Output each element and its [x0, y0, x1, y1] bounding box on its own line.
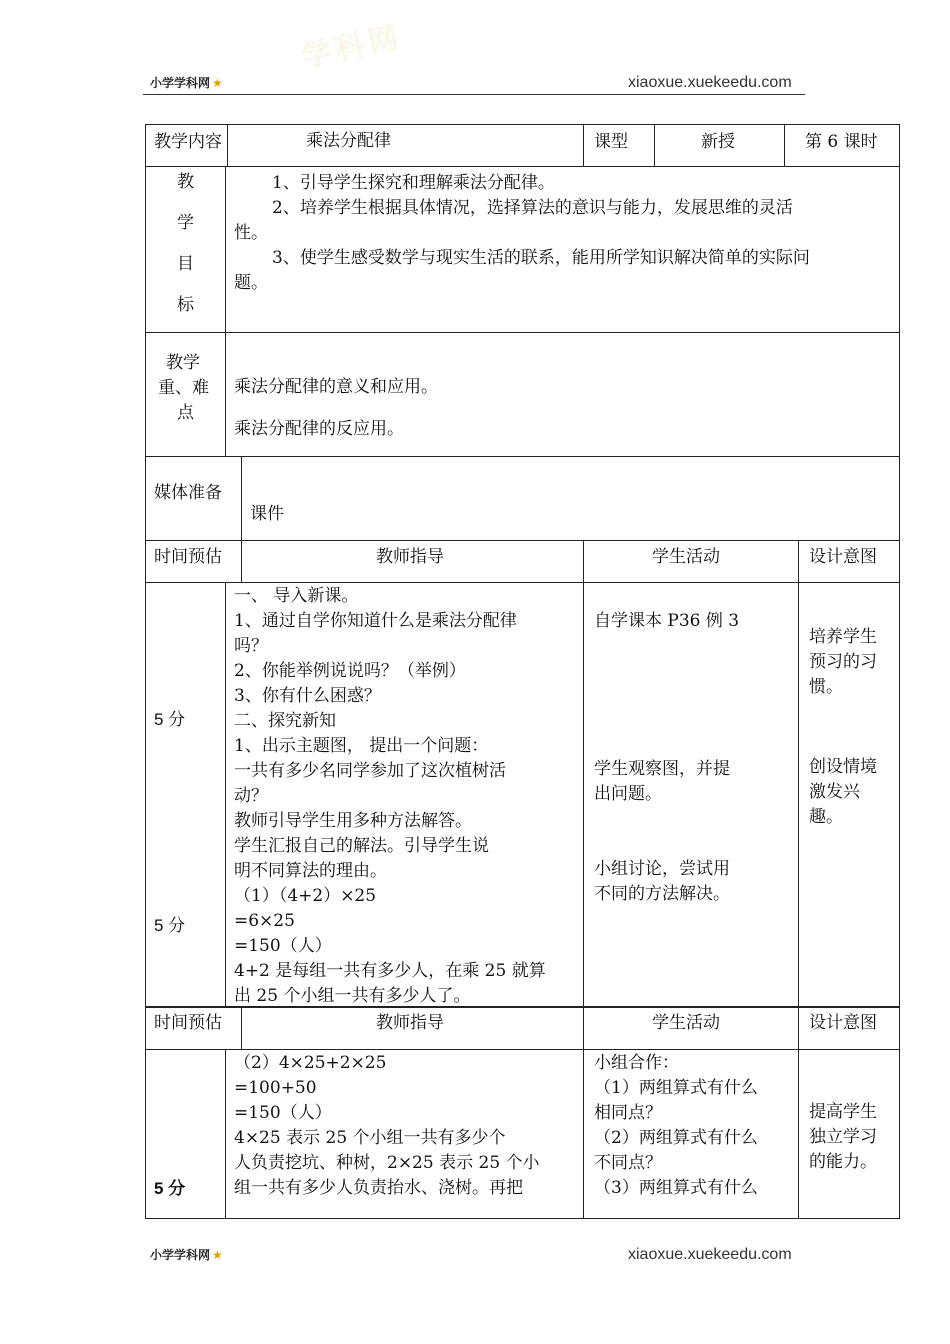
intent-line: 预习的习: [809, 652, 877, 672]
intent-line: 惯。: [809, 677, 843, 697]
media-label-cell: [146, 457, 242, 540]
goal-line: 性。: [234, 223, 268, 243]
key-points-label-cell: [146, 333, 226, 456]
teacher-line: 一共有多少名同学参加了这次植树活: [234, 761, 506, 781]
lesson-no: 第 6 课时: [805, 132, 878, 152]
intent-line: 趣。: [809, 807, 843, 827]
goals-label-cell: [146, 167, 226, 332]
student-cell: [584, 583, 799, 1007]
teacher-line: （2）4×25+2×25: [234, 1053, 387, 1073]
lesson-plan-table-continued: [145, 1006, 900, 1219]
header-logo-text: 小学学科网: [150, 76, 211, 90]
activity-body-row-2: [146, 1050, 899, 1218]
teacher-header: 教师指导: [376, 547, 444, 567]
student-line: （3）两组算式有什么: [594, 1178, 758, 1198]
time-estimate: 5 分: [154, 916, 186, 935]
time-header-cell: [146, 541, 242, 582]
teacher-header-cell: [242, 1007, 584, 1049]
activity-body-row: [146, 583, 899, 1007]
content-label: 教学内容: [154, 132, 222, 152]
goals-label-char: 标: [177, 295, 194, 315]
student-line: （2）两组算式有什么: [594, 1128, 758, 1148]
student-line: 不同点？: [594, 1153, 662, 1173]
time-header: 时间预估: [154, 1013, 222, 1033]
teacher-line: 明不同算法的理由。: [234, 861, 387, 881]
header-rule: [143, 94, 805, 95]
teacher-line: 动？: [234, 786, 268, 806]
teacher-line: =150（人）: [234, 936, 332, 956]
student-line: 小组合作：: [594, 1053, 679, 1073]
header-url: xiaoxue.xuekeedu.com: [628, 74, 792, 91]
intent-line: 提高学生: [809, 1102, 877, 1122]
content-row: [146, 125, 899, 167]
teacher-line: 4×25 表示 25 个小组一共有多少个: [234, 1128, 506, 1148]
teacher-header-cell: [242, 541, 584, 582]
teacher-line: 2、你能举例说说吗？（举例）: [234, 661, 466, 681]
goal-line: 2、培养学生根据具体情况，选择算法的意识与能力，发展思维的灵活: [272, 198, 793, 218]
student-self-study: 自学课本 P36 例 3: [594, 611, 740, 631]
goal-line: 3、使学生感受数学与现实生活的联系，能用所学知识解决简单的实际问: [272, 248, 810, 268]
student-line: 出问题。: [594, 784, 662, 804]
goal-line: 题。: [234, 273, 268, 293]
header-logo: [150, 74, 223, 91]
student-header: 学生活动: [652, 1013, 720, 1033]
intent-line: 培养学生: [809, 627, 877, 647]
intent-header: 设计意图: [809, 547, 877, 567]
goals-row: [146, 167, 899, 333]
difficult-point: 乘法分配律的反应用。: [234, 419, 404, 439]
student-cell: [584, 1050, 799, 1218]
key-point: 乘法分配律的意义和应用。: [234, 377, 438, 397]
content-value: 乘法分配律: [306, 131, 391, 151]
activity-header-row-2: [146, 1007, 899, 1050]
footer-logo: [150, 1246, 223, 1263]
teacher-line: （1）（4+2）×25: [234, 886, 377, 906]
key-points-label-line: 点: [177, 403, 194, 423]
student-header: 学生活动: [652, 547, 720, 567]
teacher-line: 3、你有什么困惑？: [234, 686, 381, 706]
teacher-line: 一、 导入新课。: [234, 586, 359, 606]
intent-cell: [799, 583, 899, 1007]
content-label-cell: [146, 125, 228, 166]
intent-line: 激发兴: [809, 782, 860, 802]
time-header-cell: [146, 1007, 242, 1049]
activity-header-row: [146, 541, 899, 583]
type-label-cell: [584, 125, 655, 166]
time-estimate: 5 分: [154, 1179, 186, 1198]
type-label: 课型: [594, 132, 628, 152]
footer-logo-text: 小学学科网: [150, 1248, 211, 1262]
key-points-content-cell: [226, 333, 899, 456]
intent-header: 设计意图: [809, 1013, 877, 1033]
intent-line: 创设情境: [809, 757, 877, 777]
teacher-header: 教师指导: [376, 1013, 444, 1033]
teacher-line: 1、通过自学你知道什么是乘法分配律: [234, 611, 517, 631]
student-line: （1）两组算式有什么: [594, 1078, 758, 1098]
goals-label-char: 教: [177, 172, 194, 192]
teacher-line: =150（人）: [234, 1103, 332, 1123]
teacher-cell: [226, 1050, 584, 1218]
type-value: 新授: [701, 132, 735, 152]
lesson-no-cell: [785, 125, 899, 166]
key-points-label-line: 重、难: [158, 378, 209, 398]
student-line: 小组讨论，尝试用: [594, 859, 730, 879]
type-value-cell: [655, 125, 785, 166]
media-value: 课件: [250, 504, 284, 524]
student-header-cell: [584, 1007, 799, 1049]
teacher-cell: [226, 583, 584, 1007]
teacher-line: 出 25 个小组一共有多少人了。: [234, 986, 471, 1006]
time-cell: [146, 583, 226, 1007]
media-value-cell: [242, 457, 899, 540]
teacher-line: 组一共有多少人负责抬水、浇树。再把: [234, 1178, 523, 1198]
teacher-line: 人负责挖坑、种树，2×25 表示 25 个小: [234, 1153, 540, 1173]
key-points-row: [146, 333, 899, 457]
goal-line: 1、引导学生探究和理解乘法分配律。: [272, 173, 555, 193]
intent-line: 的能力。: [809, 1152, 877, 1172]
intent-cell: [799, 1050, 899, 1218]
teacher-line: 吗？: [234, 636, 268, 656]
time-cell: [146, 1050, 226, 1218]
teacher-line: =100+50: [234, 1078, 317, 1098]
content-value-cell: [228, 125, 584, 166]
media-row: [146, 457, 899, 541]
student-line: 不同的方法解决。: [594, 884, 730, 904]
star-icon: ★: [212, 1248, 223, 1262]
media-label: 媒体准备: [154, 483, 222, 503]
goals-label-char: 学: [177, 213, 194, 233]
key-points-label-line: 教学: [166, 353, 200, 373]
lesson-plan-table: [145, 124, 900, 1008]
teacher-line: 1、出示主题图， 提出一个问题：: [234, 736, 489, 756]
goals-label-char: 目: [177, 254, 194, 274]
intent-header-cell: [799, 541, 899, 582]
time-header: 时间预估: [154, 547, 222, 567]
teacher-line: 4+2 是每组一共有多少人，在乘 25 就算: [234, 961, 546, 981]
student-line: 相同点？: [594, 1103, 662, 1123]
teacher-line: =6×25: [234, 911, 295, 931]
time-estimate: 5 分: [154, 710, 186, 729]
teacher-line: 教师引导学生用多种方法解答。: [234, 811, 472, 831]
watermark: 学科网: [298, 19, 406, 76]
teacher-line: 学生汇报自己的解法。引导学生说: [234, 836, 489, 856]
intent-line: 独立学习: [809, 1127, 877, 1147]
student-header-cell: [584, 541, 799, 582]
star-icon: ★: [212, 76, 223, 90]
intent-header-cell: [799, 1007, 899, 1049]
student-line: 学生观察图，并提: [594, 759, 730, 779]
goals-content-cell: [226, 167, 899, 332]
teacher-line: 二、探究新知: [234, 711, 336, 731]
footer-url: xiaoxue.xuekeedu.com: [628, 1246, 792, 1263]
